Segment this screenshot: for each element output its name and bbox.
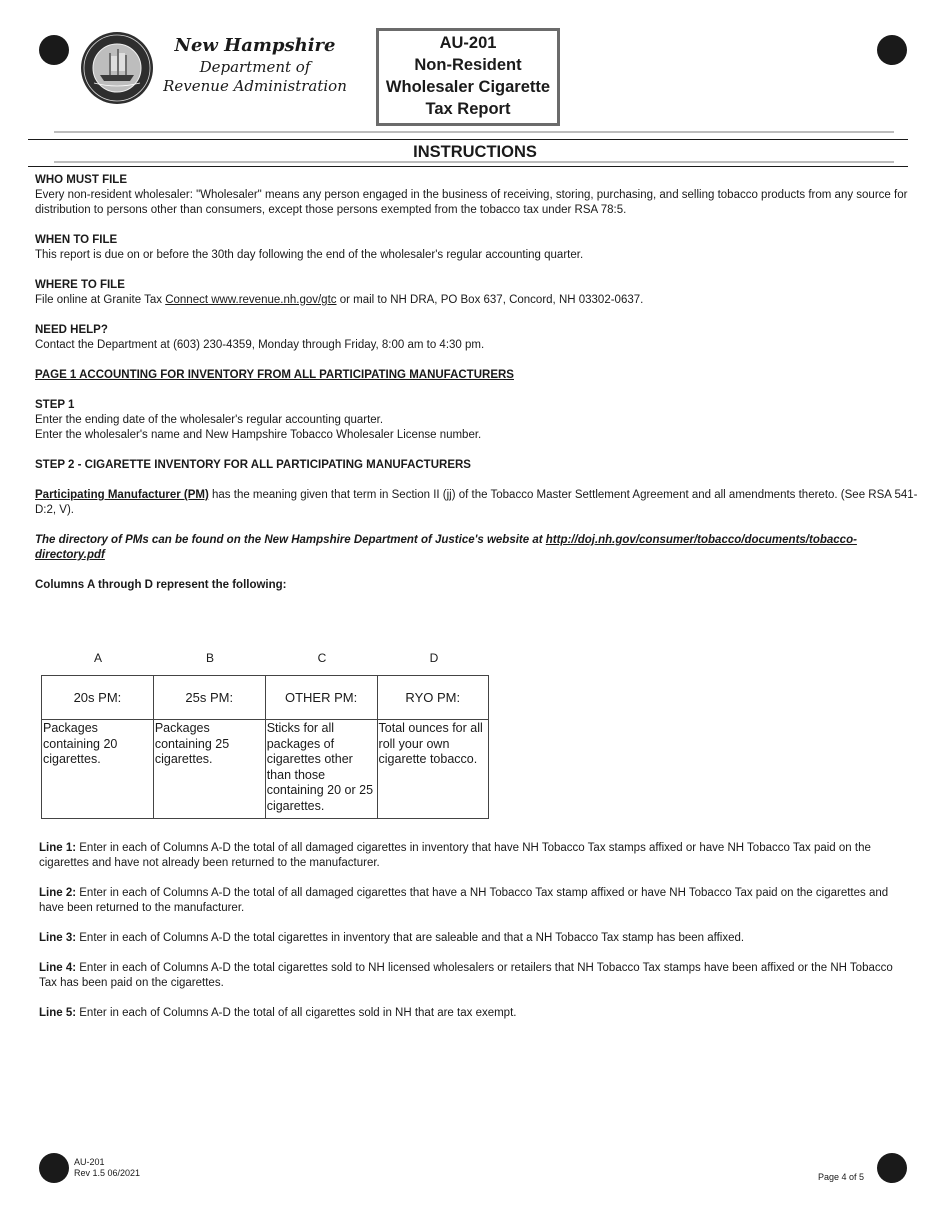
where-post: or mail to NH DRA, PO Box 637, Concord, NH 03302-0637. (336, 294, 644, 306)
directory-note (35, 533, 920, 563)
form-title-line-3: Tax Report (425, 100, 511, 118)
pm-body: has the meaning given that term in Section II (jj) of the Tobacco Master Settlement Agreement and all amendments thereto. (See RSA 541-D:2, V). (35, 489, 918, 516)
line-instructions (39, 841, 909, 1036)
who-title: WHO MUST FILE (35, 174, 127, 186)
form-title-line-1: Non-Resident (414, 56, 522, 74)
column-header: OTHER PM: (265, 676, 377, 720)
registration-mark-top-right (877, 35, 907, 65)
where-title: WHERE TO FILE (35, 279, 125, 291)
step1-line-1: Enter the ending date of the wholesaler's regular accounting quarter. (35, 414, 384, 426)
header-rule-top (54, 131, 894, 133)
columns-table (41, 675, 489, 819)
line-item (39, 1006, 909, 1021)
where-pre: File online at Granite Tax (35, 294, 166, 306)
instructions-body (35, 173, 920, 593)
registration-mark-bottom-right (877, 1153, 907, 1183)
granite-tax-link[interactable]: Connect www.revenue.nh.gov/gtc (165, 294, 337, 306)
who-body: Every non-resident wholesaler: "Wholesaler" means any person engaged in the business of receiving, storing, purchasing, and selling tobacco products from any source for distribution to persons other than consumers, except those persons exempted from the tobacco tax under RSA 78:5. (35, 189, 908, 216)
column-letter: A (93, 651, 102, 665)
column-letter: D (429, 651, 439, 665)
column-header: 20s PM: (42, 676, 154, 720)
registration-mark-bottom-left (39, 1153, 69, 1183)
agency-block (162, 34, 348, 96)
state-seal-icon (80, 31, 154, 105)
line-label: Line 2: (39, 887, 77, 899)
line-text: Enter in each of Columns A-D the total cigarettes in inventory that are saleable and that a NH Tobacco Tax stamp has been affixed. (76, 932, 745, 944)
directory-link[interactable]: http://doj.nh.gov/consumer/tobacco/documents/tobacco-directory.pdf (35, 534, 857, 561)
line-label: Line 4: (39, 962, 77, 974)
line-item (39, 841, 909, 871)
line-text: Enter in each of Columns A-D the total of all cigarettes sold in NH that are tax exempt. (76, 1007, 517, 1019)
column-letters (42, 651, 490, 666)
pm-term: Participating Manufacturer (PM) (35, 489, 209, 501)
when-title: WHEN TO FILE (35, 234, 118, 246)
footer-revision: Rev 1.5 06/2021 (74, 1168, 141, 1178)
line-label: Line 5: (39, 1007, 77, 1019)
columns-intro: Columns A through D represent the following: (35, 579, 287, 591)
pm-definition (35, 488, 920, 518)
line-item (39, 961, 909, 991)
footer-form-id: AU-201 (74, 1157, 105, 1167)
step2-title: STEP 2 - CIGARETTE INVENTORY FOR ALL PARTICIPATING MANUFACTURERS (35, 459, 471, 471)
line-label: Line 3: (39, 932, 77, 944)
agency-name: Revenue Administration (163, 77, 347, 95)
header-rule-bottom (28, 166, 908, 167)
line-item (39, 886, 909, 916)
where-body (35, 293, 920, 308)
agency-dept: Department of (199, 58, 311, 76)
page-title: INSTRUCTIONS (413, 143, 537, 161)
page1-title: PAGE 1 ACCOUNTING FOR INVENTORY FROM ALL PARTICIPATING MANUFACTURERS (35, 369, 514, 381)
footer-page-number: Page 4 of 5 (818, 1172, 865, 1182)
registration-mark-top-left (39, 35, 69, 65)
column-letter: C (317, 651, 327, 665)
help-body: Contact the Department at (603) 230-4359, Monday through Friday, 8:00 am to 4:30 pm. (35, 339, 485, 351)
agency-state: New Hampshire (174, 35, 336, 56)
column-desc: Sticks for all packages of cigarettes other than those containing 20 or 25 cigarettes. (265, 720, 377, 819)
when-body: This report is due on or before the 30th day following the end of the wholesaler's regular accounting quarter. (35, 249, 584, 261)
column-letter: B (205, 651, 214, 665)
line-text: Enter in each of Columns A-D the total of all damaged cigarettes in inventory that have NH Tobacco Tax stamps affixed or have NH Tobacco Tax paid on the cigarettes and have not already been returned to the manufacturer. (39, 842, 871, 869)
columns-header-row (42, 676, 489, 720)
form-number: AU-201 (439, 34, 497, 52)
column-header: RYO PM: (377, 676, 488, 720)
column-desc: Packages containing 20 cigarettes. (42, 720, 154, 819)
column-desc: Total ounces for all roll your own cigarette tobacco. (377, 720, 488, 819)
line-text: Enter in each of Columns A-D the total of all damaged cigarettes that have a NH Tobacco Tax stamp affixed or have NH Tobacco Tax paid on the cigarettes and have been returned to the manufacturer. (39, 887, 889, 914)
line-item (39, 931, 909, 946)
form-title-line-2: Wholesaler Cigarette (385, 78, 551, 96)
line-text: Enter in each of Columns A-D the total cigarettes sold to NH licensed wholesalers or retailers that NH Tobacco Tax stamps have been affixed or the NH Tobacco Tax has been paid on the cigarettes. (39, 962, 893, 989)
help-title: NEED HELP? (35, 324, 108, 336)
step1-title: STEP 1 (35, 399, 75, 411)
directory-text: The directory of PMs can be found on the New Hampshire Department of Justice's website at (35, 534, 546, 546)
step1-line-2: Enter the wholesaler's name and New Hampshire Tobacco Wholesaler License number. (35, 429, 482, 441)
columns-desc-row (42, 720, 489, 819)
line-label: Line 1: (39, 842, 77, 854)
column-header: 25s PM: (153, 676, 265, 720)
footer-form-info (74, 1157, 140, 1179)
form-title-box (376, 28, 560, 126)
column-desc: Packages containing 25 cigarettes. (153, 720, 265, 819)
header-rule-mid (28, 139, 908, 140)
